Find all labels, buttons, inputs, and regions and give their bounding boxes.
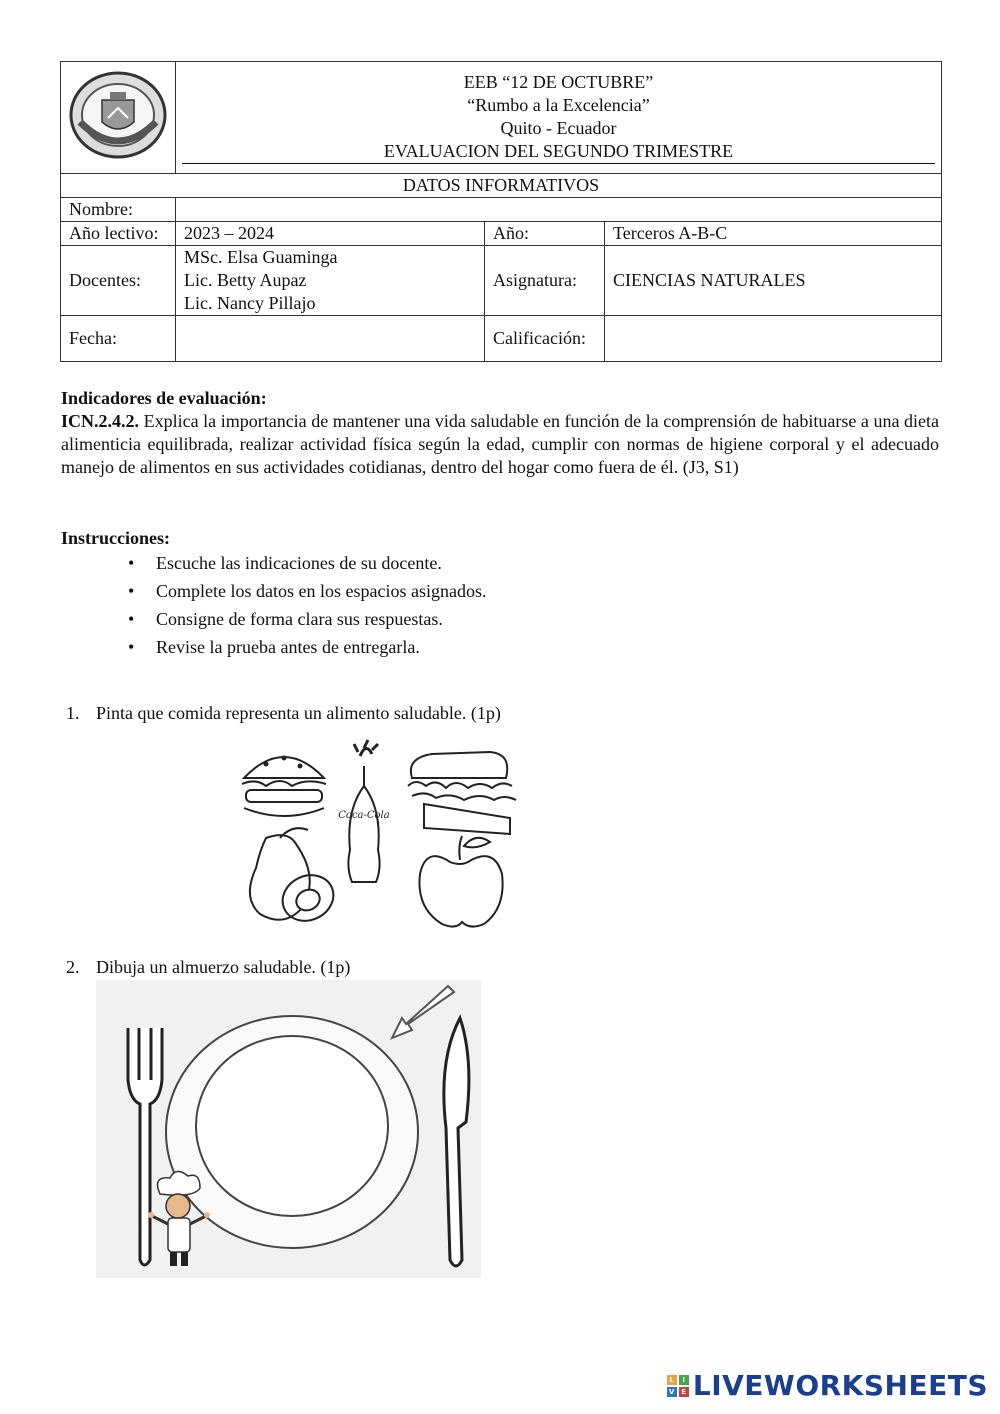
name-field[interactable] [176, 198, 942, 222]
plate-drawing-area[interactable] [96, 980, 481, 1278]
exam-title: EVALUACION DEL SEGUNDO TRIMESTRE [182, 140, 935, 164]
apple-icon [419, 836, 502, 927]
list-item: • Escuche las indicaciones de su docente. [128, 551, 486, 579]
indicators-title: Indicadores de evaluación: [61, 388, 267, 408]
subject-value: CIENCIAS NATURALES [605, 246, 942, 316]
burger-icon [242, 757, 326, 817]
school-name: EEB “12 DE OCTUBRE” [463, 72, 654, 92]
question-1 [66, 703, 501, 724]
indicator-code: ICN.2.4.2. [61, 411, 140, 431]
score-label: Calificación: [485, 316, 605, 362]
question-number: 2. [66, 957, 80, 977]
liveworksheets-logo [667, 1369, 988, 1402]
name-label: Nombre: [61, 198, 176, 222]
date-label: Fecha: [61, 316, 176, 362]
bottle-label: Coca-Cola [338, 810, 390, 821]
question-number: 1. [66, 703, 80, 723]
indicator-text: Explica la importancia de mantener una vida saludable en función de la comprensión de habituarse a una dieta alimenticia equilibrada, realizar actividad física según la edad, cumplir con normas de higiene corporal y el adecuado manejo de alimentos en sus actividades cotidianas, dentro del hogar como fuera de él. (J3, S1) [61, 411, 939, 477]
subject-label: Asignatura: [485, 246, 605, 316]
question-2 [66, 957, 350, 978]
grade-label: Año: [485, 222, 605, 246]
list-item: • Revise la prueba antes de entregarla. [128, 635, 486, 663]
indicators-body [61, 410, 939, 479]
year-value: 2023 – 2024 [176, 222, 485, 246]
date-field[interactable] [176, 316, 485, 362]
soda-bottle-icon [338, 740, 389, 882]
school-motto: “Rumbo a la Excelencia” [467, 95, 650, 115]
school-logo-cell [61, 62, 176, 174]
header-cell [176, 62, 942, 174]
school-logo-icon [68, 70, 168, 160]
question-text: Pinta que comida representa un alimento saludable. (1p) [96, 703, 501, 723]
teachers-list [176, 246, 485, 316]
teacher-name: Lic. Nancy Pillajo [184, 293, 316, 313]
section-title: DATOS INFORMATIVOS [61, 174, 942, 198]
teachers-label: Docentes: [61, 246, 176, 316]
grade-value: Terceros A-B-C [605, 222, 942, 246]
info-table [60, 61, 942, 362]
teacher-name: MSc. Elsa Guaminga [184, 247, 338, 267]
year-label: Año lectivo: [61, 222, 176, 246]
score-field[interactable] [605, 316, 942, 362]
brand-cubes-icon: L I V E [667, 1375, 689, 1397]
school-city: Quito - Ecuador [500, 118, 617, 138]
instructions-list [128, 551, 486, 663]
instructions-title: Instrucciones: [61, 528, 170, 548]
list-item: • Consigne de forma clara sus respuestas. [128, 607, 486, 635]
foods-illustration[interactable] [236, 738, 526, 934]
question-text: Dibuja un almuerzo saludable. (1p) [96, 957, 351, 977]
brand-text: LIVEWORKSHEETS [692, 1369, 988, 1402]
teacher-name: Lic. Betty Aupaz [184, 270, 307, 290]
list-item: • Complete los datos en los espacios asignados. [128, 579, 486, 607]
avocado-icon [250, 828, 341, 929]
indicators-section [61, 387, 939, 479]
sandwich-icon [408, 752, 516, 834]
